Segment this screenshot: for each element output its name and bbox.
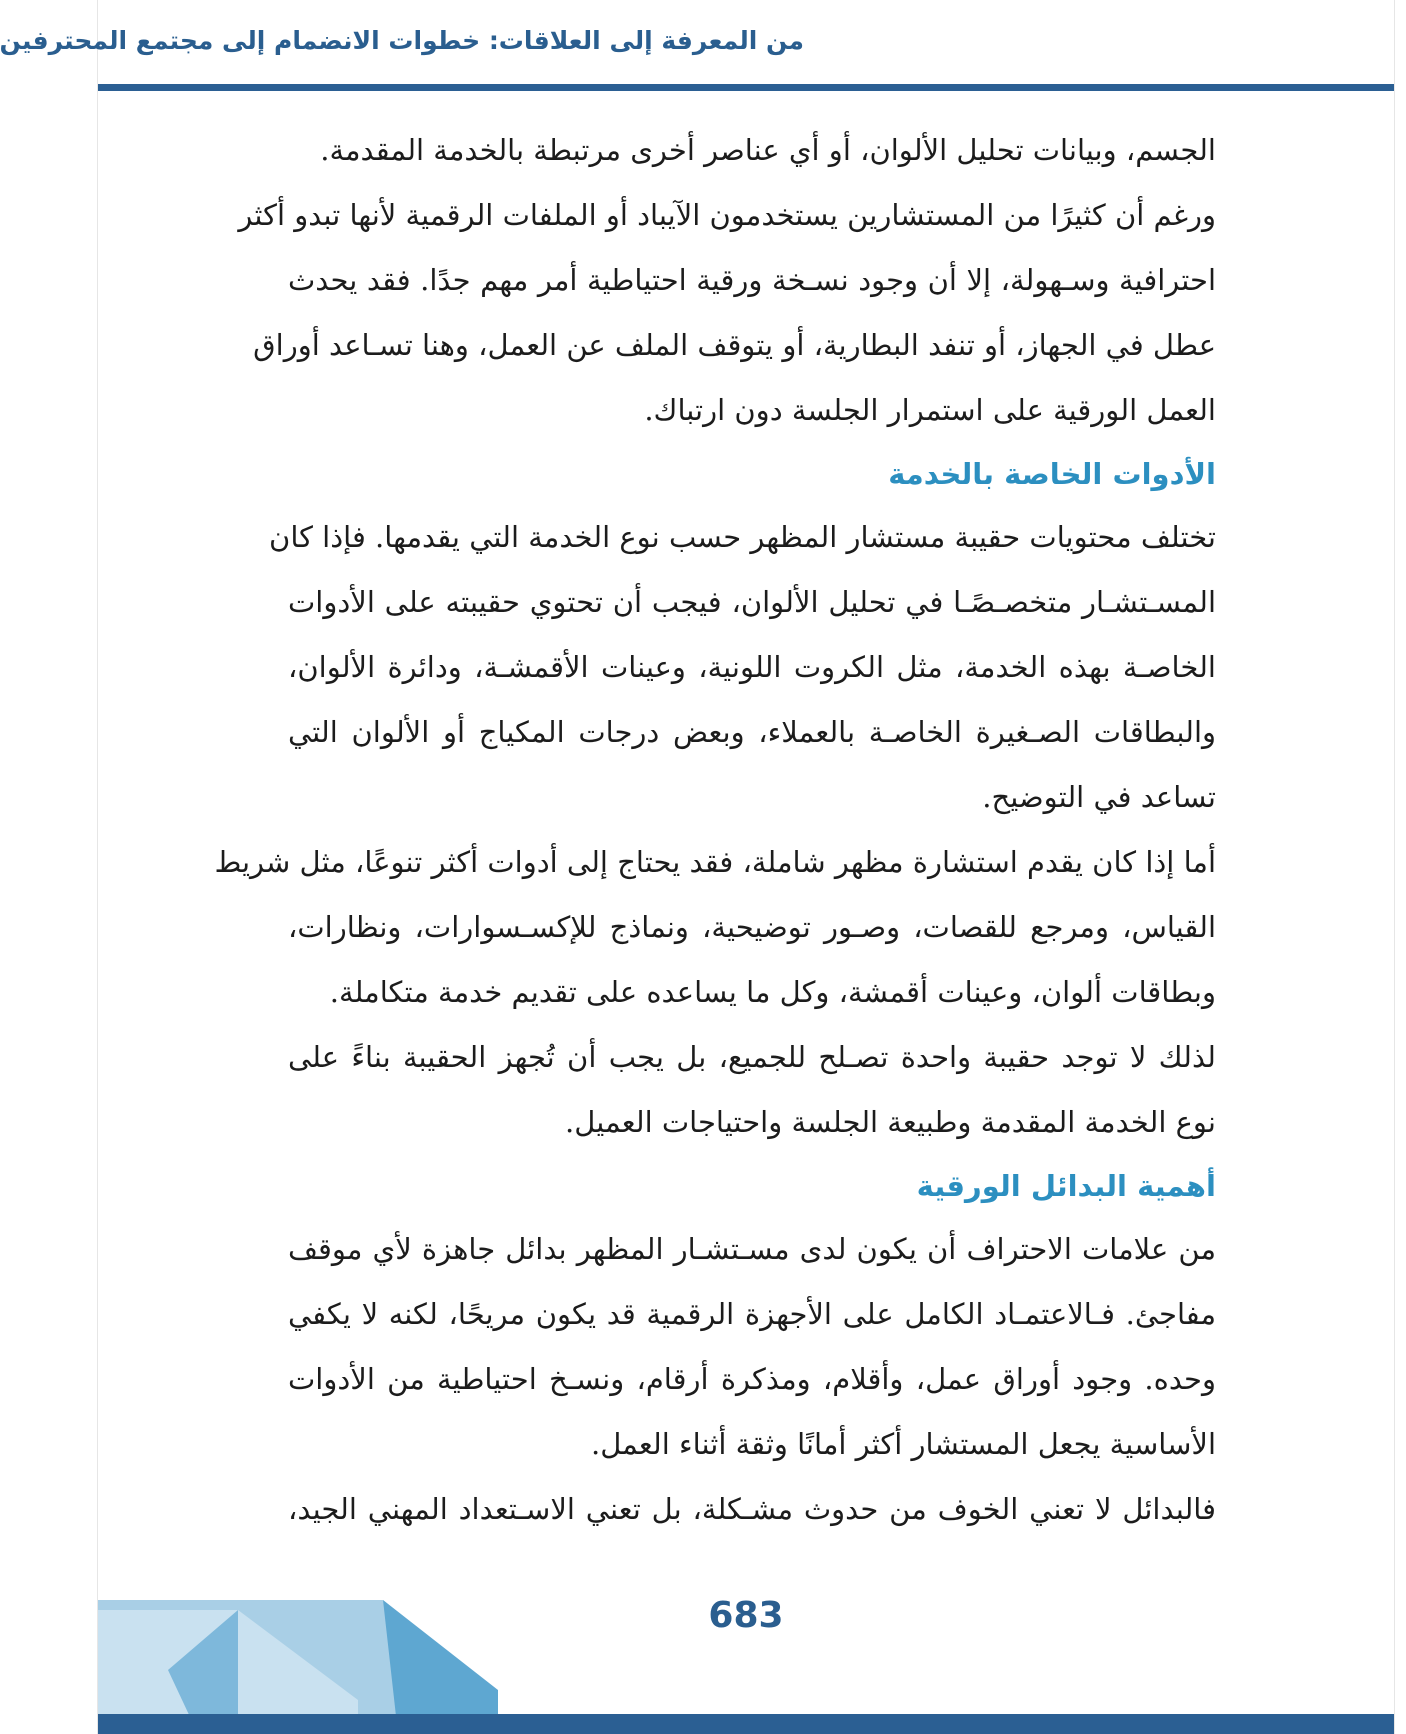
text-line: من علامات الاحتراف أن يكون لدى مسـتشـار المظهر بدائل جاهزة لأي موقف (288, 1232, 1216, 1266)
text-line: نوع الخدمة المقدمة وطبيعة الجلسة واحتياجات العميل. (565, 1105, 1216, 1139)
text-line: مفاجئ. فـالاعتمـاد الكامل على الأجهزة الرقمية قد يكون مريحًا، لكنه لا يكفي (288, 1297, 1216, 1331)
text-line: ورغم أن كثيرًا من المستشارين يستخدمون الآيباد أو الملفات الرقمية لأنها تبدو أكثر (238, 198, 1216, 232)
body-text (214, 118, 1216, 1542)
text-line: العمل الورقية على استمرار الجلسة دون ارتباك. (644, 393, 1216, 427)
text-line: فالبدائل لا تعني الخوف من حدوث مشـكلة، بل تعني الاسـتعداد المهني الجيد، (288, 1492, 1216, 1526)
page-number: 683 (708, 1595, 784, 1636)
text-line: الأساسية يجعل المستشار أكثر أمانًا وثقة أثناء العمل. (590, 1427, 1216, 1461)
text-line: تختلف محتويات حقيبة مستشار المظهر حسب نوع الخدمة التي يقدمها. فإذا كان (269, 520, 1216, 554)
section-heading: أهمية البدائل الورقية (916, 1169, 1216, 1203)
text-line: المسـتشـار متخصـصًـا في تحليل الألوان، فيجب أن تحتوي حقيبته على الأدوات (288, 585, 1216, 619)
text-line: والبطاقات الصـغيرة الخاصـة بالعملاء، وبعض درجات المكياج أو الألوان التي (288, 715, 1216, 749)
header-rule (98, 84, 1394, 91)
text-line: أما إذا كان يقدم استشارة مظهر شاملة، فقد يحتاج إلى أدوات أكثر تنوعًا، مثل شريط (214, 845, 1216, 879)
text-line: لذلك لا توجد حقيبة واحدة تصـلح للجميع، بل يجب أن تُجهز الحقيبة بناءً على (288, 1040, 1216, 1074)
text-line: الخاصـة بهذه الخدمة، مثل الكروت اللونية، وعينات الأقمشـة، ودائرة الألوان، (288, 650, 1216, 684)
running-header: من المعرفة إلى العلاقات: خطوات الانضمام إلى مجتمع المحترفين (0, 26, 804, 55)
text-line: تساعد في التوضيح. (982, 780, 1216, 814)
section-heading: الأدوات الخاصة بالخدمة (888, 457, 1216, 491)
text-line: وبطاقات ألوان، وعينات أقمشة، وكل ما يساعده على تقديم خدمة متكاملة. (329, 975, 1216, 1009)
text-line: القياس، ومرجع للقصات، وصـور توضيحية، ونماذج للإكسـسوارات، ونظارات، (288, 910, 1216, 944)
text-line: عطل في الجهاز، أو تنفد البطارية، أو يتوقف الملف عن العمل، وهنا تسـاعد أوراق (253, 328, 1216, 362)
text-line: احترافية وسـهولة، إلا أن وجود نسـخة ورقية احتياطية أمر مهم جدًا. فقد يحدث (288, 263, 1216, 297)
text-line: الجسم، وبيانات تحليل الألوان، أو أي عناصر أخرى مرتبطة بالخدمة المقدمة. (320, 133, 1216, 167)
text-line: وحده. وجود أوراق عمل، وأقلام، ومذكرة أرقام، ونسـخ احتياطية من الأدوات (288, 1362, 1216, 1396)
bottom-bar (98, 1714, 1394, 1734)
